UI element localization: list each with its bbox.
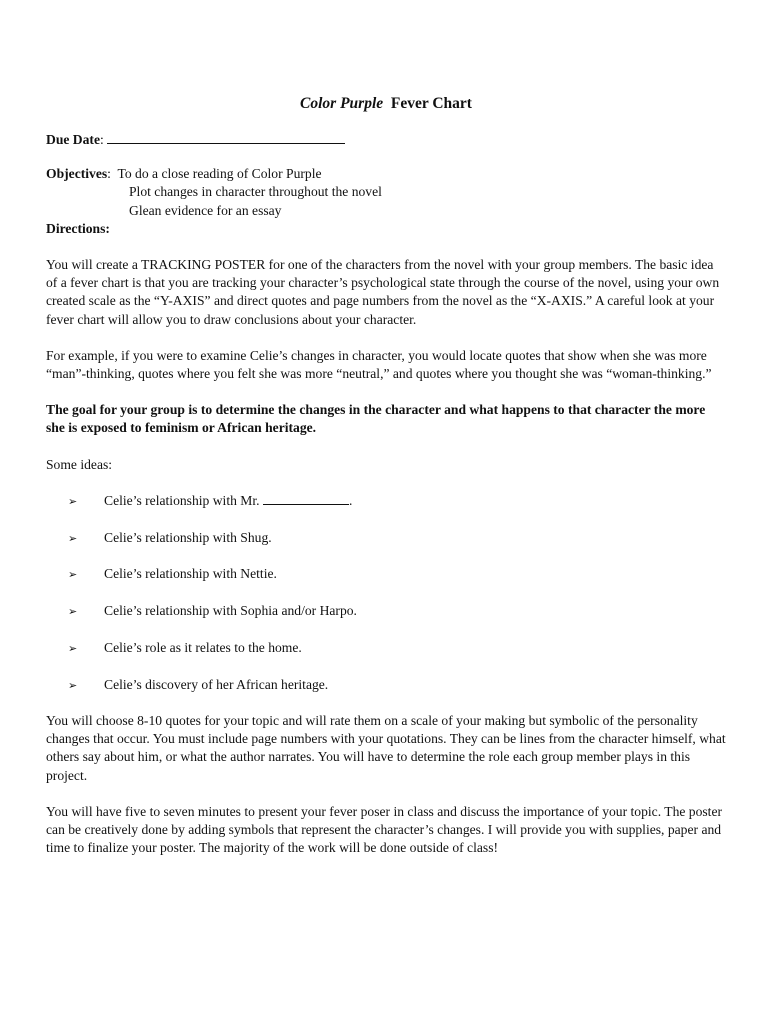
directions-label: Directions: [46, 220, 110, 236]
title-italic: Color Purple [300, 95, 384, 112]
arrow-bullet-icon: ➢ [68, 641, 78, 655]
arrow-bullet-icon: ➢ [68, 568, 78, 582]
arrow-bullet-icon: ➢ [68, 531, 78, 545]
paragraph-quotes: You will choose 8-10 quotes for your topic and will rate them on a scale of your making but symbolic of the personality changes that occur. You must include page numbers with your quotations. They can be lines from the character himself, what others say about him, or what the author narrates. You will have to determine the role each group member plays in this project. [46, 712, 726, 783]
idea-text: Celie’s relationship with Mr. [104, 492, 260, 508]
idea-text: Celie’s relationship with Sophia and/or Harpo. [104, 603, 357, 619]
page-title [46, 94, 726, 114]
mr-name-blank[interactable] [263, 492, 349, 505]
paragraph-goal: The goal for your group is to determine the changes in the character and what happens to that character the more she is exposed to feminism or African heritage. [46, 402, 706, 436]
ideas-label: Some ideas: [46, 456, 113, 472]
paragraph-presentation: You will have five to seven minutes to present your fever poser in class and discuss the importance of your topic. The poster can be creatively done by adding symbols that represent the character’s changes. I will provide you with supplies, paper and time to finalize your poster. The majority of the work will be done outside of class! [46, 803, 723, 856]
arrow-bullet-icon: ➢ [68, 678, 78, 692]
due-date-blank[interactable] [107, 130, 345, 144]
list-item [68, 565, 726, 583]
arrow-bullet-icon: ➢ [68, 605, 78, 619]
worksheet-page [46, 94, 726, 875]
title-rest: Fever Chart [390, 95, 472, 112]
due-date-colon: : [99, 132, 104, 147]
due-date-label: Due Date [46, 132, 100, 147]
paragraph-example: For example, if you were to examine Celie’s changes in character, you would locate quotes that show when she was more “man”-thinking, quotes where you felt she was more “neutral,” and quotes where you thought she was “woman-thinking.” [46, 347, 712, 382]
idea-text: Celie’s relationship with Shug. [104, 529, 272, 545]
arrow-bullet-icon: ➢ [68, 494, 78, 508]
objectives-row: Objectives: To do a close reading of Color Purple [46, 166, 322, 182]
idea-text: Celie’s relationship with Nettie. [104, 566, 277, 582]
list-item [68, 676, 726, 694]
list-item [68, 529, 726, 547]
idea-text: Celie’s role as it relates to the home. [104, 639, 302, 655]
paragraph-tracking-poster: You will create a TRACKING POSTER for one of the characters from the novel with your group members. The basic idea of a fever chart is that you are tracking your character’s psychological state through the course of the novel, using your own created scale as the “Y-AXIS” and direct quotes and page numbers from the novel as the “X-AXIS.” A careful look at your fever chart will allow you to draw conclusions about your character. [46, 257, 720, 327]
objectives-block [46, 165, 726, 220]
ideas-list [46, 492, 726, 694]
idea-text: Celie’s discovery of her African heritage. [104, 676, 329, 692]
due-date-line [46, 130, 726, 149]
objective-item-2: Plot changes in character throughout the novel [129, 184, 382, 200]
objective-item-3: Glean evidence for an essay [129, 202, 282, 218]
list-item [68, 492, 726, 510]
list-item [68, 639, 726, 657]
idea-suffix: . [348, 492, 353, 508]
objectives-label: Objectives [46, 166, 108, 182]
objective-item-1: To do a close reading of Color Purple [117, 166, 322, 182]
list-item [68, 602, 726, 620]
